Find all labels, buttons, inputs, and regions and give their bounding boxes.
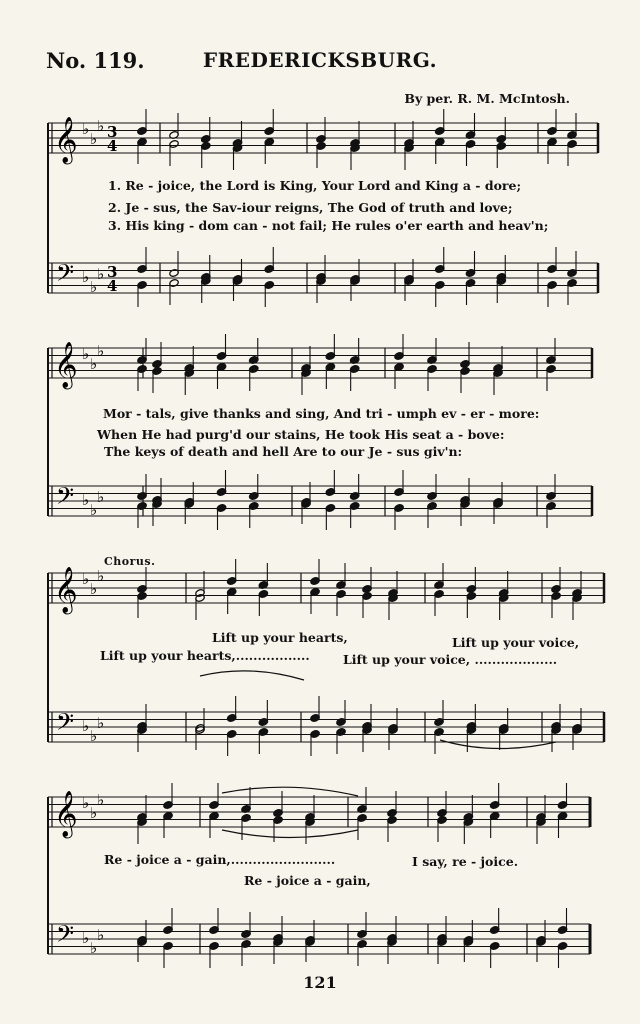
verse-1-line-1: 1. Re - joice, the Lord is King, Your Lord and King a - dore; — [108, 178, 522, 193]
slur — [222, 787, 358, 796]
flat-icon: ♭ — [82, 794, 90, 812]
flat-icon: ♭ — [97, 488, 105, 506]
treble-clef-icon: 𝄞 — [54, 567, 78, 613]
flat-icon: ♭ — [90, 355, 98, 373]
verse-2-line-2: When He had purg'd our stains, He took His seat a - bove: — [97, 427, 505, 442]
flat-icon: ♭ — [97, 265, 105, 283]
hymn-number: No. 119. — [46, 48, 145, 73]
chorus-lyric-2b: Lift up your voice, ................... — [343, 652, 558, 667]
verse-1-line-2: Mor - tals, give thanks and sing, And tri - umph ev - er - more: — [103, 406, 540, 421]
flat-icon: ♭ — [97, 342, 105, 360]
flat-icon: ♭ — [97, 714, 105, 732]
chorus-label: Chorus. — [104, 555, 156, 568]
slur — [200, 671, 304, 680]
treble-clef-icon: 𝄞 — [54, 342, 78, 388]
chorus-lyric-4: Re - joice a - gain, — [244, 873, 371, 888]
flat-icon: ♭ — [82, 929, 90, 947]
flat-icon: ♭ — [82, 491, 90, 509]
flat-icon: ♭ — [97, 791, 105, 809]
time-signature: 3 — [107, 263, 118, 281]
flat-icon: ♭ — [90, 804, 98, 822]
bass-clef-icon: 𝄢 — [56, 482, 75, 515]
verse-2-line-1: 2. Je - sus, the Sav-iour reigns, The God of truth and love; — [108, 200, 513, 215]
bass-clef-icon: 𝄢 — [56, 920, 75, 953]
music-notation — [48, 109, 604, 968]
chorus-lyric-2a: Lift up your hearts,................. — [100, 648, 310, 663]
chorus-lyric-1b: Lift up your voice, — [452, 635, 580, 650]
flat-icon: ♭ — [90, 580, 98, 598]
chorus-lyric-1a: Lift up your hearts, — [212, 630, 348, 645]
chorus-lyric-3b: I say, re - joice. — [412, 854, 519, 869]
flat-icon: ♭ — [90, 130, 98, 148]
flat-icon: ♭ — [97, 926, 105, 944]
time-signature: 4 — [107, 277, 118, 295]
verse-3-line-1: 3. His king - dom can - not fail; He rules o'er earth and heav'n; — [108, 218, 549, 233]
flat-icon: ♭ — [90, 727, 98, 745]
flat-icon: ♭ — [97, 567, 105, 585]
bass-clef-icon: 𝄢 — [56, 708, 75, 741]
hymn-title: FREDERICKSBURG. — [202, 48, 438, 72]
flat-icon: ♭ — [82, 268, 90, 286]
flat-icon: ♭ — [82, 717, 90, 735]
flat-icon: ♭ — [97, 117, 105, 135]
verse-3-line-2: The keys of death and hell Are to our Je - sus giv'n: — [104, 444, 463, 459]
treble-clef-icon: 𝄞 — [54, 791, 78, 837]
flat-icon: ♭ — [82, 345, 90, 363]
chorus-lyric-3a: Re - joice a - gain,........................ — [104, 852, 336, 867]
flat-icon: ♭ — [82, 120, 90, 138]
treble-clef-icon: 𝄞 — [54, 117, 78, 163]
composer-credit: By per. R. M. McIntosh. — [404, 91, 570, 106]
flat-icon: ♭ — [90, 939, 98, 957]
bass-clef-icon: 𝄢 — [56, 259, 75, 292]
time-signature: 3 — [107, 123, 118, 141]
flat-icon: ♭ — [90, 278, 98, 296]
page-number: 121 — [303, 973, 337, 992]
flat-icon: ♭ — [82, 570, 90, 588]
flat-icon: ♭ — [90, 501, 98, 519]
slur — [440, 740, 556, 749]
time-signature: 4 — [107, 137, 118, 155]
